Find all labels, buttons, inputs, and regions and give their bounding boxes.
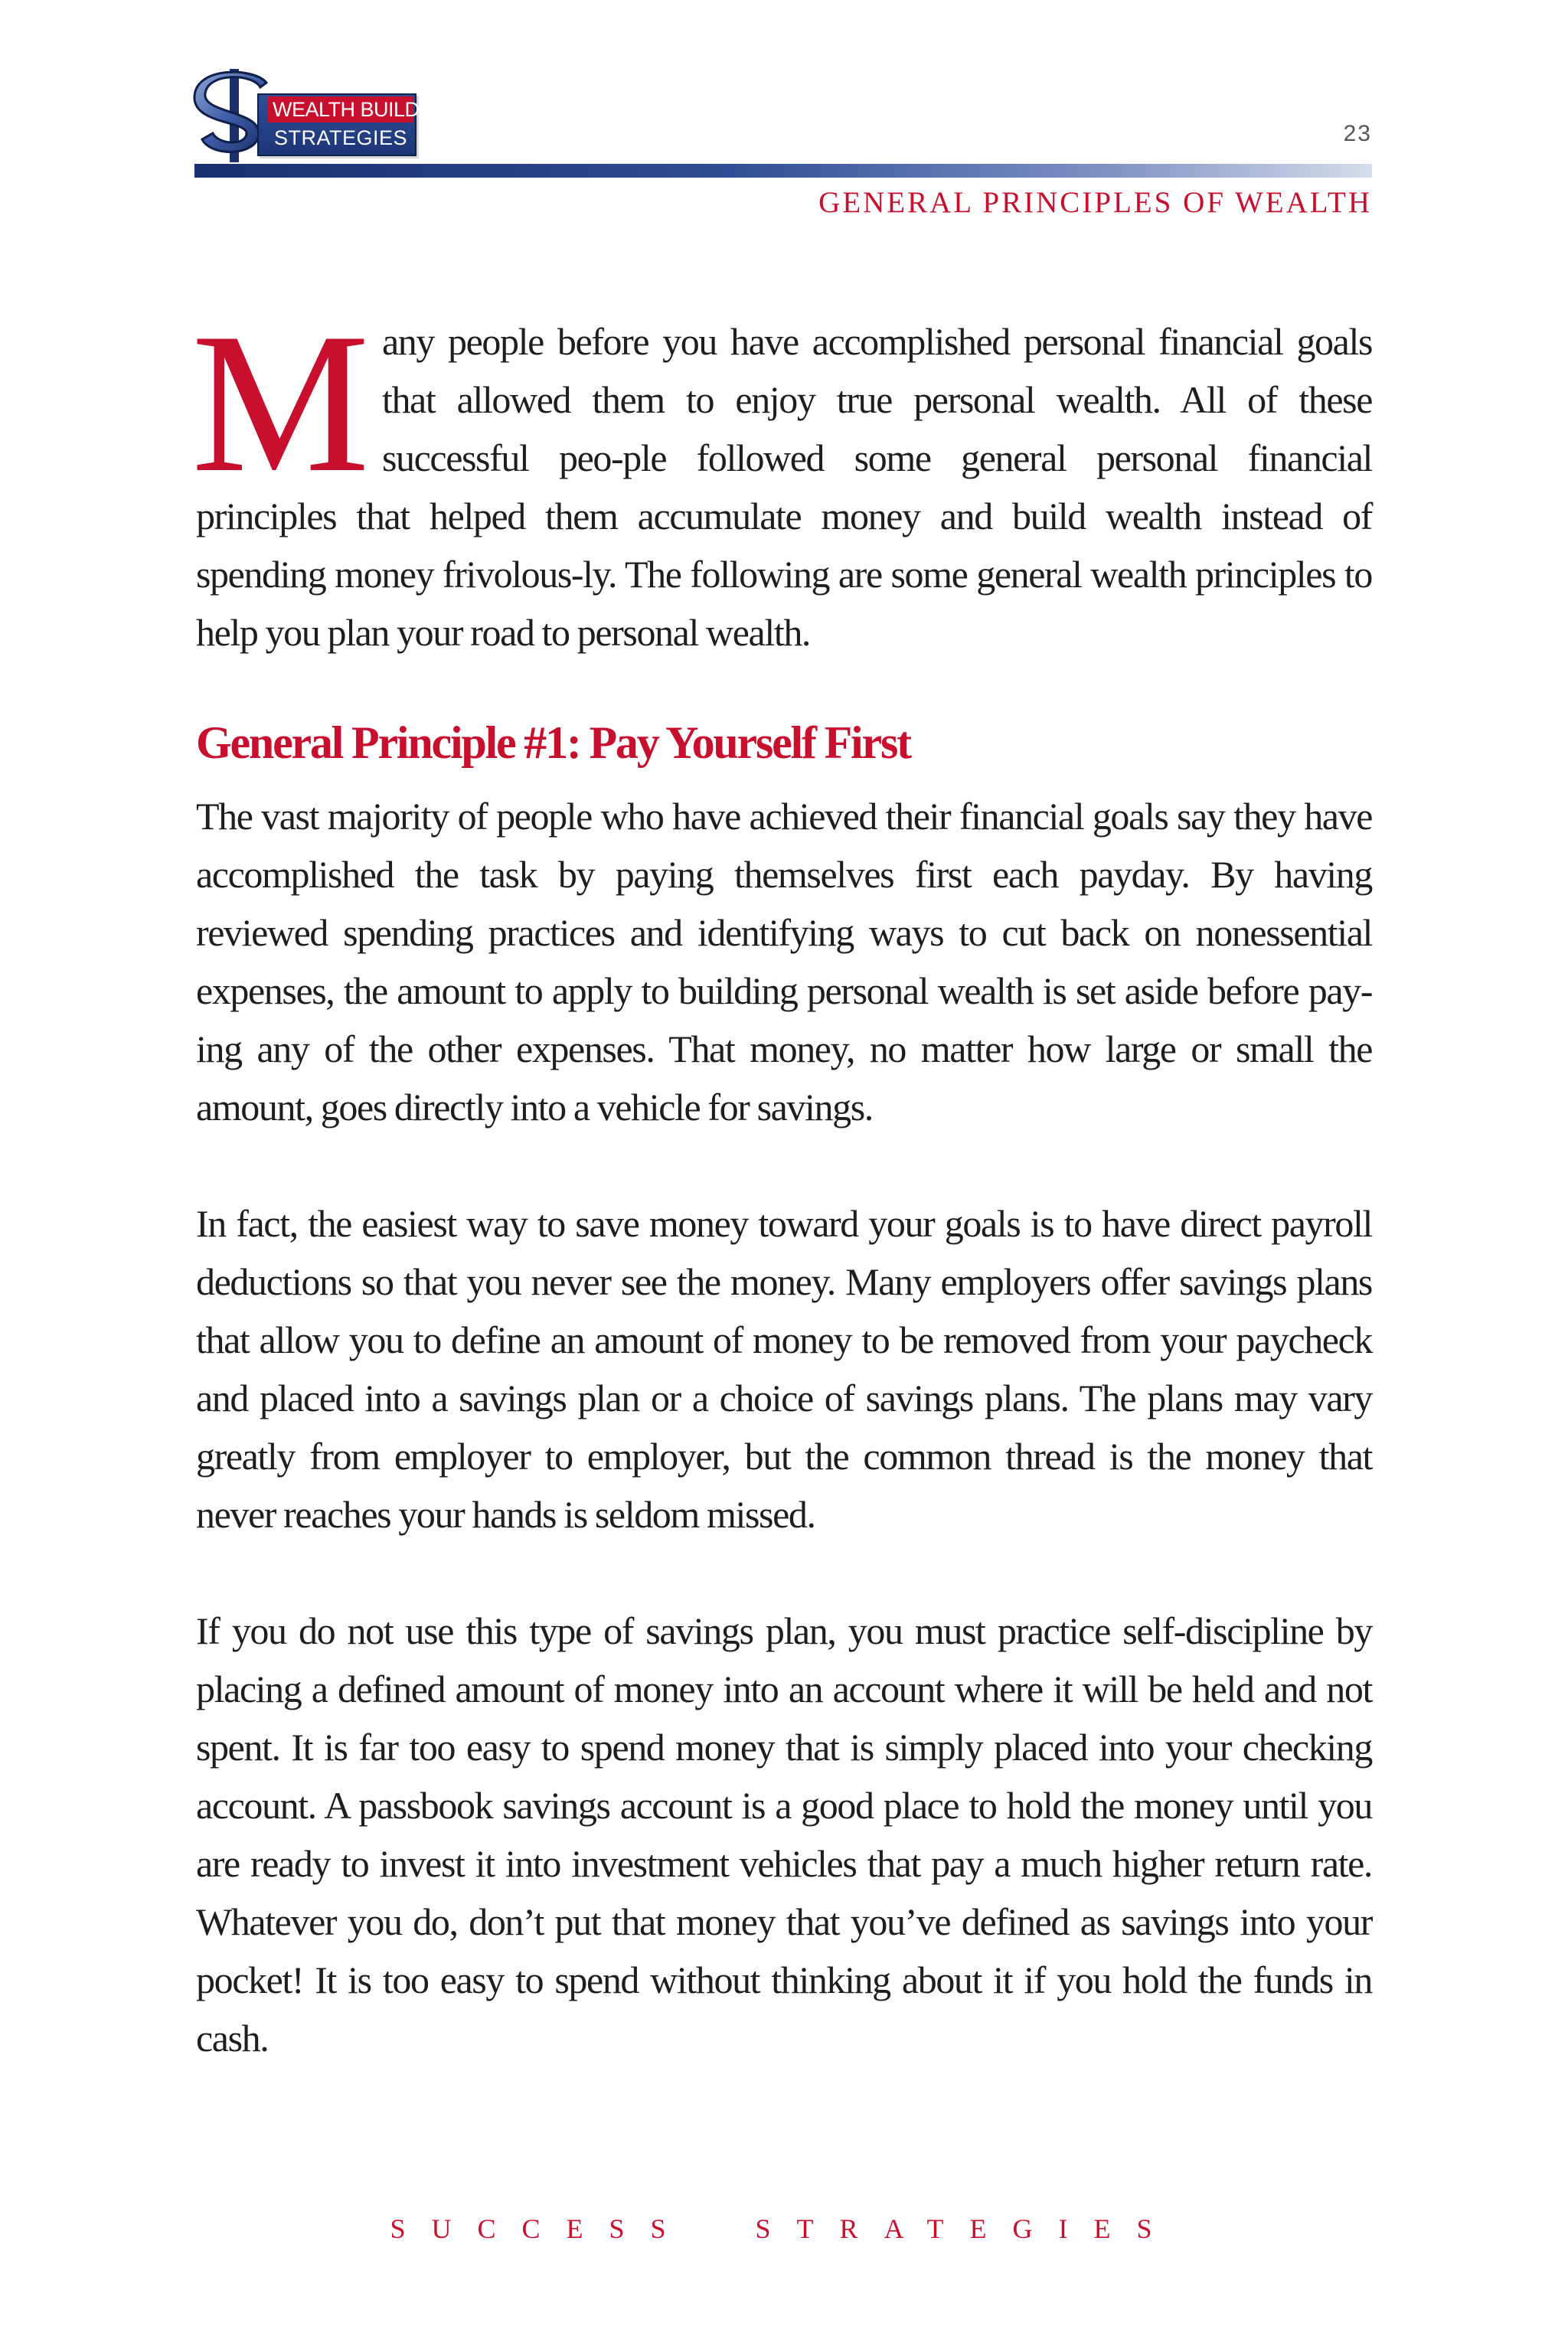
intro-paragraph bbox=[191, 292, 1372, 662]
body-paragraph-3: If you do not use this type of savings plan, you must practice self-discipline by placing a defined amount of money into an account where it will be held and not spent. It is far too easy to spend money that is simply placed into your checking account. A passbook savings account is a good place to hold the money until you are ready to invest it into investment vehicles that pay a much higher return rate. Whatever you do, don’t put that money that you’ve defined as savings into your pocket! It is too easy to spend without thinking about it if you hold the funds in cash. bbox=[196, 1609, 1372, 2060]
footer-tagline: SUCCESS STRATEGIES bbox=[390, 2213, 1178, 2244]
body-paragraph-1: The vast majority of people who have achieved their financial goals say they have accomplished the task by paying themselves first each payday. By having reviewed spending practices and identifying ways to cut back on nonessential expenses, the amount to apply to building personal wealth is set aside before pay-ing any of the other expenses. That money, no matter how large or small the amount, goes directly into a vehicle for savings. bbox=[196, 795, 1372, 1129]
intro-text: any people before you have accomplished personal financial goals that allowed them to enjoy true personal wealth. All of these successful peo-ple followed some general personal financial principles that helped them accumulate money and build wealth instead of spending money frivolous-ly. The following are some general wealth principles to help you plan your road to personal wealth. bbox=[196, 320, 1372, 654]
principle-heading: General Principle #1: Pay Yourself First bbox=[196, 717, 910, 768]
logo-text-line2: STRATEGIES bbox=[274, 126, 408, 149]
drop-cap: M bbox=[191, 292, 370, 514]
logo-text-line1: WEALTH BUILDING bbox=[268, 96, 413, 122]
article-body bbox=[191, 292, 1372, 2067]
body-paragraph-2: In fact, the easiest way to save money toward your goals is to have direct payroll deductions so that you never see the money. Many employers offer savings plans that allow you to define an amount of money to be removed from your paycheck and placed into a savings plan or a choice of savings plans. The plans may vary greatly from employer to employer, but the common thread is the money that never reaches your hands is seldom missed. bbox=[196, 1202, 1372, 1536]
header-divider bbox=[194, 164, 1372, 178]
brand-logo bbox=[193, 66, 456, 165]
page-number: 23 bbox=[1343, 121, 1372, 146]
section-title: GENERAL PRINCIPLES OF WEALTH bbox=[818, 186, 1372, 219]
